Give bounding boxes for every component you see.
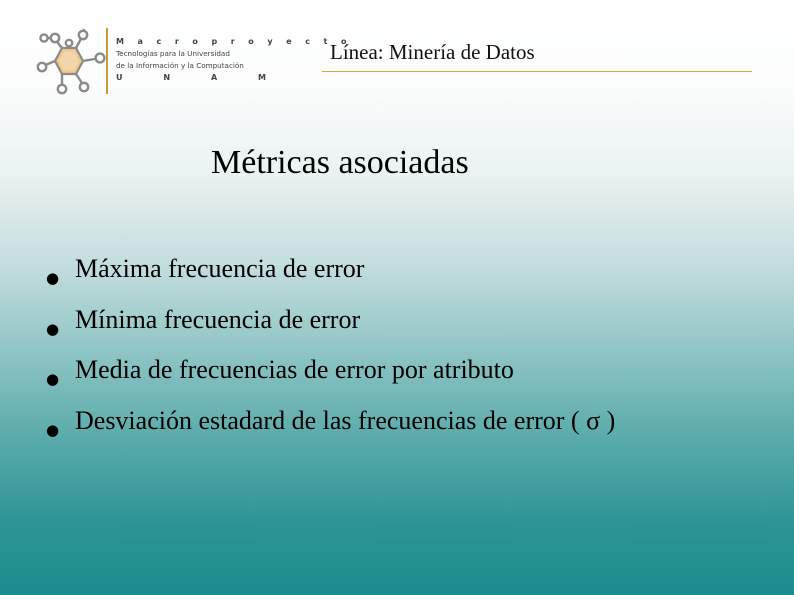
bullet-icon: ● (46, 420, 60, 439)
bullet-icon: ● (46, 319, 60, 338)
macroproyecto-logo (36, 26, 352, 98)
logo-text (116, 36, 352, 84)
bullet-icon: ● (46, 370, 60, 389)
slide-title: Métricas asociadas (211, 144, 469, 181)
logo-letter-m: M (258, 73, 266, 82)
network-hexagon-icon (36, 26, 112, 96)
bullet-text: Media de frecuencias de error por atributo (75, 355, 514, 385)
bullet-icon: ● (46, 269, 60, 287)
logo-divider (106, 28, 108, 94)
logo-line-informacion: de la Información y la Computación (116, 61, 244, 70)
logo-letter-u: U (116, 73, 123, 82)
logo-line-unam (116, 72, 266, 84)
logo-letter-n: N (163, 73, 171, 82)
logo-letter-a: A (210, 73, 218, 82)
header-divider (322, 71, 752, 72)
research-line-label: Línea: Minería de Datos (330, 40, 535, 64)
logo-line-macroproyecto: M a c r o p r o y e c t o (116, 37, 352, 46)
bullet-text: Mínima frecuencia de error (75, 304, 361, 334)
logo-line-tecnologias: Tecnologías para la Universidad (116, 49, 230, 58)
bullet-text: Máxima frecuencia de error (75, 254, 365, 283)
bullet-text: Desviación estadard de las frecuencias de error ( σ ) (75, 405, 616, 435)
